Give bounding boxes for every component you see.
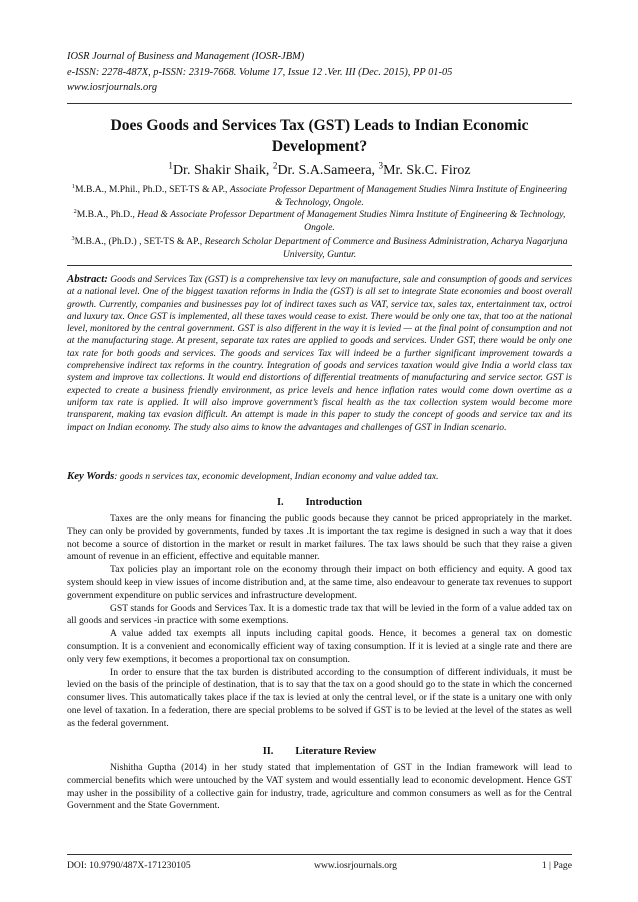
literature-review-body <box>67 762 572 813</box>
author-2-name: Dr. S.A.Sameera, <box>277 163 379 178</box>
author-1-marker: 1 <box>168 160 173 171</box>
affiliation-1-role: Associate Professor Department of Management Studies Nimra Institute of Engineering & Technology, Ongole. <box>229 184 568 208</box>
footer-rule <box>67 854 572 855</box>
paragraph: Nishitha Guptha (2014) in her study stated that implementation of GST in the Indian framework will lead to commercial benefits which were untouched by the VAT system and would essentially lead to economic development. Hence GST may usher in the possibility of a collective gain for industry, trade, agriculture and common consumers as well as for the Central Government and the State Government. <box>67 762 572 812</box>
affiliation-2-role: Head & Associate Professor Department of Management Studies Nimra Institute of Engineering & Technology, Ongole. <box>137 209 566 233</box>
affiliation-3-role: Research Scholar Department of Commerce and Business Administration, Acharya Nagarjuna University, Guntur. <box>204 236 568 260</box>
introduction-body <box>67 513 572 731</box>
section-title: Literature Review <box>295 746 377 757</box>
paragraph: In order to ensure that the tax burden is distributed according to the consumption of different individuals, it must be levied on the basis of the principle of destination, that is to say that the tax on a good should go to the state in which the concerned consumer lives. This automatically takes place if the tax is levied at only the central level, or if the state is a unitary one with only one level of taxation. In a federation, there are special problems to be solved if GST is to be levied at the level of the states as well as the federal government. <box>67 666 572 729</box>
section-heading-introduction <box>67 496 572 510</box>
section-number: I. <box>276 497 284 508</box>
header-rule <box>67 103 572 104</box>
paragraph: GST stands for Goods and Services Tax. It is a domestic trade tax that will be levied in the form of a value added tax on all goods and services -in practice with some exemptions. <box>67 602 572 627</box>
journal-issn: e-ISSN: 2278-487X, p-ISSN: 2319-7668. Volume 17, Issue 12 .Ver. III (Dec. 2015), PP 01-05 <box>67 66 453 78</box>
journal-name: IOSR Journal of Business and Management (IOSR-JBM) <box>67 51 305 62</box>
affiliation-1-marker: 1 <box>71 182 76 190</box>
paragraph: Tax policies play an important role on the economy through their impact on both efficiency and equity. A good tax system should keep in view issues of income distribution and, at the same time, also endeavour to generate tax revenues to support government expenditure on public services and infrastructure development. <box>67 564 572 601</box>
affiliation-3-marker: 3 <box>71 234 75 242</box>
paragraph: A value added tax exempts all inputs including capital goods. Hence, it becomes a general tax on domestic consumption. It is a convenient and economically efficient way of taxing consumption. If it is levied at a single rate and there are only very few exemptions, it becomes a proportional tax on consumption. <box>67 628 572 665</box>
journal-header <box>67 49 577 96</box>
author-2-marker: 2 <box>272 160 278 171</box>
keywords <box>67 470 572 483</box>
abstract-rule <box>67 265 572 266</box>
paragraph: Taxes are the only means for financing the public goods because they cannot be priced appropriately in the market. They can only be provided by governments, funded by taxes .It is important the tax regime is designed in such a way that it does not become a source of distortion in the market or result in market failures. The tax laws should be such that they raise a given amount of revenue in an efficient, effective and equitable manner. <box>67 513 572 563</box>
author-3-name: Mr. Sk.C. Firoz <box>383 163 471 178</box>
section-heading-literature-review <box>67 745 572 759</box>
abstract-text: Goods and Services Tax (GST) is a comprehensive tax levy on manufacture, sale and consumption of goods and services at a national level. One of the biggest taxation reforms in India the (GST) is all set to integrate State economies and boost overall growth. Currently, companies and businesses pay lot of indirect taxes such as VAT, service tax, sales tax, entertainment tax, octroi and luxury tax. Once GST is implemented, all these taxes would cease to exist. There would be only one tax, that too at the national level, monitored by the central government. GST is also different in the way it is levied — at the final point of consumption and not at the manufacturing stage. At present, separate tax rates are applied to goods and services. Under GST, there would be only one tax rate for both goods and services. The goods and services Tax will indeed be a further significant improvement towards a comprehensive indirect tax reforms in the country. Integration of goods and services taxation would give India a world class tax system and improve tax collections. It would end distortions of differential treatments of manufacturing and service sector. GST is expected to create a business friendly environment, as price levels and hence inflation rates would come down overtime as a uniform tax rate is applied. It will also improve government’s fiscal health as the tax collection system would become more transparent, making tax evasion difficult. An attempt is made in this paper to study the concept of goods and service tax and its impact on Indian economy. The study also aims to know the advantages and challenges of GST in Indian scenario. <box>67 274 572 433</box>
footer-page-number: 1 | Page <box>541 860 572 871</box>
keywords-label: Key Words <box>67 470 115 482</box>
abstract-label: Abstract: <box>67 273 108 285</box>
affiliation-2-degrees: M.B.A., Ph.D., <box>76 209 138 220</box>
footer-url[interactable]: www.iosrjournals.org <box>314 860 397 871</box>
section-title: Introduction <box>305 497 363 508</box>
abstract <box>67 273 572 434</box>
author-list <box>67 162 572 180</box>
affiliation-3 <box>67 235 572 261</box>
affiliation-1 <box>67 183 572 209</box>
footer-doi: DOI: 10.9790/487X-171230105 <box>67 860 191 871</box>
affiliation-3-degrees: M.B.A., (Ph.D.) , SET-TS & AP., <box>74 236 205 247</box>
paper-title: Does Goods and Services Tax (GST) Leads to Indian Economic Development? <box>110 117 529 155</box>
keywords-text: : goods n services tax, economic development, Indian economy and value added tax. <box>114 471 439 482</box>
affiliation-2-marker: 2 <box>73 207 77 215</box>
author-1-name: Dr. Shakir Shaik, <box>172 163 273 178</box>
author-3-marker: 3 <box>378 160 384 171</box>
journal-url[interactable]: www.iosrjournals.org <box>67 82 158 93</box>
affiliation-2 <box>67 208 572 234</box>
section-number: II. <box>262 746 274 757</box>
affiliation-1-degrees: M.B.A., M.Phil., Ph.D., SET-TS & AP., <box>75 184 230 195</box>
